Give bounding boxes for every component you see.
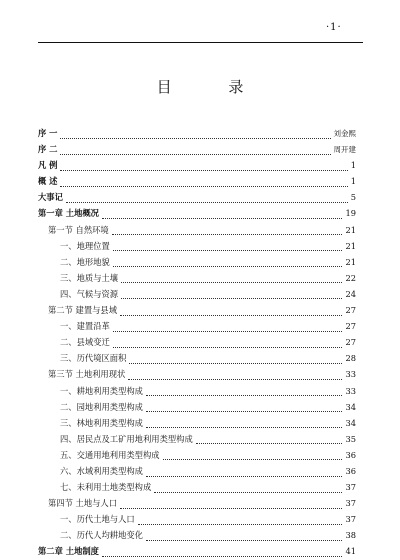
toc-entry-label: 三、历代境区面积: [60, 353, 127, 364]
toc-entry-page: 33: [345, 369, 356, 380]
leader-dots: [146, 466, 342, 477]
leader-dots: [60, 160, 347, 171]
leader-dots: [113, 240, 343, 251]
toc-entry-label: 序 一: [38, 128, 58, 138]
toc-entry-label: 一、地理位置: [60, 240, 110, 251]
toc-entry-label: 一、建置沿革: [60, 321, 110, 332]
toc-entry-label: 概 述: [38, 176, 58, 187]
toc-entry-page: 41: [345, 546, 356, 557]
toc-entry: [38, 141, 356, 157]
header-rule: [38, 42, 363, 43]
toc-entry-page: 36: [345, 465, 356, 476]
toc-entry: [38, 415, 356, 431]
toc-entry: [38, 222, 356, 238]
leader-dots: [138, 514, 343, 525]
toc-entry: [38, 254, 356, 270]
toc-entry-page: 21: [345, 240, 356, 251]
toc-entry: [38, 479, 356, 495]
leader-dots: [196, 433, 343, 444]
toc-entry-label: 六、水域利用类型构成: [60, 465, 143, 476]
toc-entry-label: 第二节 建置与县域: [48, 305, 118, 316]
leader-dots: [146, 385, 342, 396]
toc-entry-label: 一、耕地利用类型构成: [60, 385, 143, 396]
toc-entry: [38, 318, 356, 334]
leader-dots: [120, 498, 342, 509]
page-number: ·1·: [326, 22, 342, 33]
leader-dots: [60, 144, 330, 155]
toc-entry-page: 34: [345, 401, 356, 412]
leader-dots: [146, 417, 342, 428]
toc-entry: [38, 431, 356, 447]
toc-entry-page: 21: [345, 256, 356, 267]
toc-entry: [38, 383, 356, 399]
toc-entry-page: 27: [345, 337, 356, 348]
toc-entry-page: 19: [345, 208, 356, 219]
toc-entry-page: 38: [345, 530, 356, 541]
leader-dots: [66, 192, 348, 203]
toc-entry: [38, 447, 356, 463]
toc-entry-label: 三、地质与土壤: [60, 272, 119, 283]
toc-entry-page: 36: [345, 449, 356, 460]
toc-entry-label: 二、地形地貌: [60, 256, 110, 267]
toc-entry-label: 一、历代土地与人口: [60, 514, 135, 525]
toc-entry: [38, 350, 356, 366]
toc-entry-label: 第三节 土地利用现状: [48, 369, 126, 380]
toc-entry-page: 33: [345, 385, 356, 396]
toc-entry: [38, 463, 356, 479]
leader-dots: [154, 482, 342, 493]
toc-entry-label: 二、县域变迁: [60, 337, 110, 348]
toc-entry: [38, 366, 356, 382]
toc-entry: [38, 125, 356, 141]
toc-entry-page: 1: [350, 160, 356, 171]
toc-entry-label: 凡 例: [38, 160, 58, 171]
toc-entry-page: 35: [345, 433, 356, 444]
toc-entry-label: 四、居民点及工矿用地利用类型构成: [60, 433, 193, 444]
toc-entry-label: 二、历代人均耕地变化: [60, 530, 143, 541]
leader-dots: [146, 530, 342, 541]
toc-entry: [38, 286, 356, 302]
leader-dots: [120, 305, 342, 316]
toc-entry: [38, 495, 356, 511]
toc-entry: [38, 157, 356, 173]
toc-entry-label: 第一章 土地概况: [38, 208, 99, 219]
toc-entry-page: 28: [345, 353, 356, 364]
toc-entry: [38, 399, 356, 415]
toc-entry: [38, 302, 356, 318]
toc-entry-label: 第二章 土地制度: [38, 546, 99, 557]
toc-entry: [38, 511, 356, 527]
toc-entry: [38, 173, 356, 189]
toc-entry-author: 周开建: [333, 145, 356, 155]
leader-dots: [60, 176, 347, 187]
table-of-contents: [38, 125, 356, 560]
leader-dots: [113, 321, 343, 332]
toc-entry: [38, 205, 356, 221]
toc-entry-label: 第一节 自然环境: [48, 224, 109, 235]
leader-dots: [128, 369, 342, 380]
toc-entry-label: 大事记: [38, 192, 63, 203]
leader-dots: [113, 337, 343, 348]
toc-entry-page: 37: [345, 482, 356, 493]
leader-dots: [146, 401, 342, 412]
toc-entry: [38, 189, 356, 205]
toc-entry-author: 刘金熙: [333, 129, 356, 138]
toc-entry: [38, 543, 356, 559]
toc-entry: [38, 270, 356, 286]
toc-entry-page: 1: [350, 176, 356, 187]
toc-entry-label: 三、林地利用类型构成: [60, 417, 143, 428]
leader-dots: [129, 353, 342, 364]
toc-entry-page: 24: [345, 288, 356, 299]
toc-entry: [38, 334, 356, 350]
toc-entry-page: 37: [345, 514, 356, 525]
toc-entry-label: 第四节 土地与人口: [48, 498, 118, 509]
toc-entry-page: 5: [350, 192, 356, 203]
leader-dots: [102, 208, 342, 219]
toc-entry-label: 序 二: [38, 144, 58, 155]
leader-dots: [113, 256, 343, 267]
toc-entry-label: 四、气候与资源: [60, 288, 119, 299]
toc-entry-label: 二、园地利用类型构成: [60, 401, 143, 412]
toc-entry-label: 五、交通用地利用类型构成: [60, 449, 160, 460]
leader-dots: [112, 224, 343, 235]
toc-entry-label: 七、未利用土地类型构成: [60, 482, 152, 493]
leader-dots: [102, 546, 342, 557]
toc-entry-page: 27: [345, 321, 356, 332]
leader-dots: [60, 128, 330, 139]
toc-entry: [38, 238, 356, 254]
toc-entry-page: 22: [345, 272, 356, 283]
toc-entry-page: 21: [345, 224, 356, 235]
leader-dots: [121, 272, 342, 283]
toc-entry-page: 27: [345, 305, 356, 316]
toc-entry: [38, 527, 356, 543]
toc-entry-page: 34: [345, 417, 356, 428]
toc-entry-page: 37: [345, 498, 356, 509]
leader-dots: [121, 288, 342, 299]
leader-dots: [163, 449, 343, 460]
page-title: 目 录: [156, 78, 270, 96]
